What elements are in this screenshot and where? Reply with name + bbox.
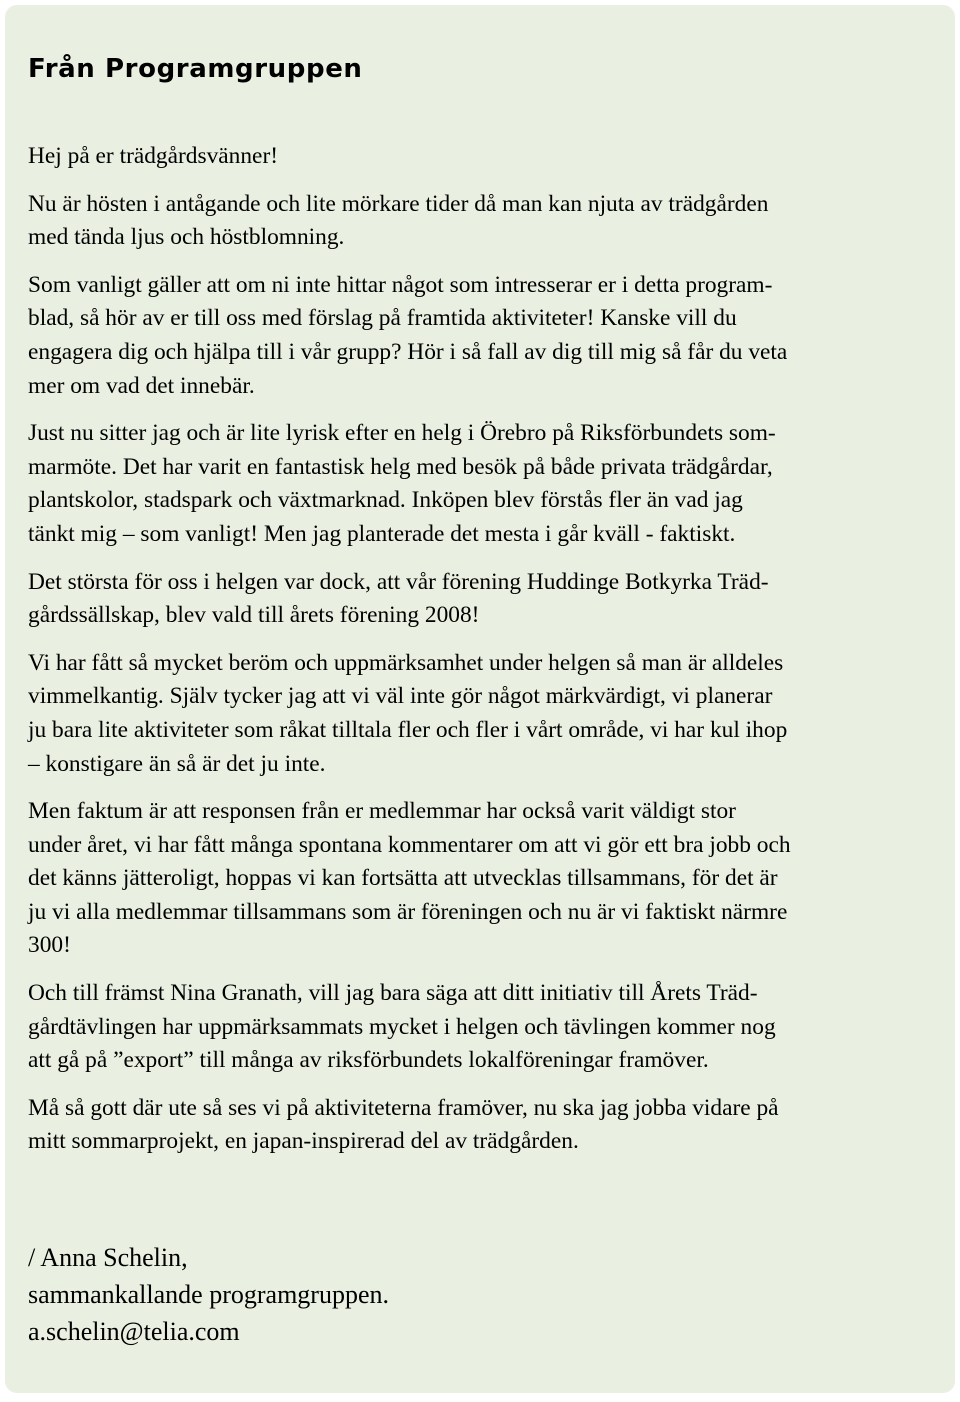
signature-role: sammankallande programgruppen. <box>28 1280 389 1309</box>
signature-email: a.schelin@telia.com <box>28 1317 240 1346</box>
paragraph-award <box>28 566 958 633</box>
text-line: – konstigare än så är det ju inte. <box>28 750 326 777</box>
text-line: Hej på er trädgårdsvänner! <box>28 143 279 169</box>
text-line: med tända ljus och höstblomning. <box>28 224 345 251</box>
text-line: Det största för oss i helgen var dock, att vår förening Huddinge Botkyrka Träd- <box>28 568 769 595</box>
text-line: Må så gott där ute så ses vi på aktiviteterna framöver, nu ska jag jobba vidare på <box>28 1094 779 1121</box>
letter-body <box>28 140 958 1173</box>
text-line: mer om vad det innebär. <box>28 372 255 399</box>
text-line: engagera dig och hjälpa till i vår grupp? Hör i så fall av dig till mig så får du veta <box>28 338 788 365</box>
text-line: Men faktum är att responsen från er medlemmar har också varit väldigt stor <box>28 798 736 825</box>
paragraph-response <box>28 795 958 963</box>
text-line: ju vi alla medlemmar tillsammans som är föreningen och nu är vi faktiskt närmre <box>28 898 788 925</box>
text-line: Just nu sitter jag och är lite lyrisk efter en helg i Örebro på Riksförbundets som- <box>28 420 776 447</box>
signature-block <box>28 1239 389 1350</box>
paragraph-autumn <box>28 188 958 255</box>
text-line: Nu är hösten i antågande och lite mörkare tider då man kan njuta av trädgården <box>28 190 769 217</box>
text-line: plantskolor, stadspark och växtmarknad. Inköpen blev förstås fler än vad jag <box>28 487 743 514</box>
text-line: gårdssällskap, blev vald till årets förening 2008! <box>28 602 480 629</box>
text-line: vimmelkantig. Själv tycker jag att vi väl inte gör något märkvärdigt, vi planerar <box>28 683 773 710</box>
text-line: gårdtävlingen har uppmärksammats mycket i helgen och tävlingen kommer nog <box>28 1013 776 1040</box>
paragraph-thanks <box>28 977 958 1078</box>
text-line: Och till främst Nina Granath, vill jag bara säga att ditt initiativ till Årets Träd- <box>28 980 758 1007</box>
text-line: blad, så hör av er till oss med förslag på framtida aktiviteter! Kanske vill du <box>28 305 737 332</box>
text-line: det känns jätteroligt, hoppas vi kan fortsätta att utvecklas tillsammans, för det är <box>28 865 778 892</box>
paragraph-suggestions <box>28 269 958 403</box>
text-line: under året, vi har fått många spontana kommentarer om att vi gör ett bra jobb och <box>28 831 791 858</box>
signature-name: / Anna Schelin, <box>28 1243 188 1272</box>
paragraph-praise <box>28 647 958 781</box>
letter-panel <box>5 5 955 1393</box>
text-line: marmöte. Det har varit en fantastisk helg med besök på både privata trädgårdar, <box>28 453 773 480</box>
paragraph-orebro <box>28 417 958 551</box>
text-line: mitt sommarprojekt, en japan-inspirerad del av trädgården. <box>28 1128 579 1155</box>
paragraph-greeting <box>28 140 958 174</box>
text-line: Som vanligt gäller att om ni inte hittar något som intresserar er i detta program- <box>28 271 773 298</box>
text-line: 300! <box>28 932 71 959</box>
text-line: tänkt mig – som vanligt! Men jag planterade det mesta i går kväll - faktiskt. <box>28 520 736 547</box>
text-line: ju bara lite aktiviteter som råkat tilltala fler och fler i vårt område, vi har kul ihop <box>28 716 788 743</box>
text-line: att gå på ”export” till många av riksförbundets lokalföreningar framöver. <box>28 1047 709 1074</box>
text-line: Vi har fått så mycket beröm och uppmärksamhet under helgen så man är alldeles <box>28 649 784 676</box>
page-title: Från Programgruppen <box>28 54 363 84</box>
paragraph-closing <box>28 1092 958 1159</box>
